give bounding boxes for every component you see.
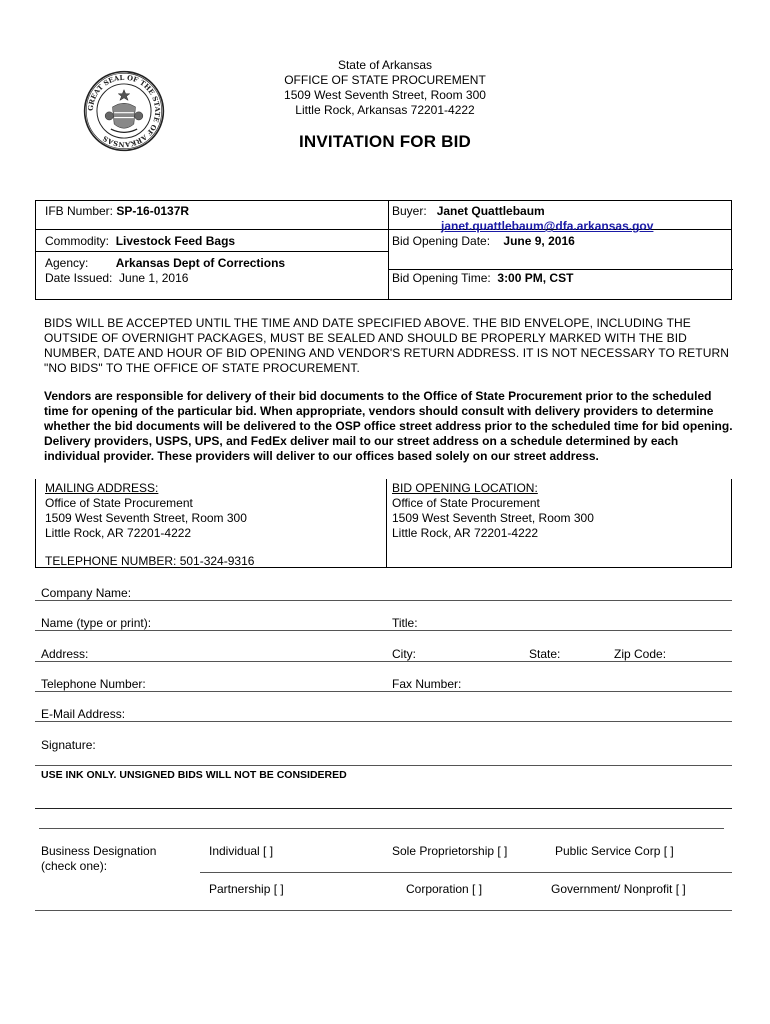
location-line3: Little Rock, AR 72201-4222 [392, 526, 539, 540]
individual-checkbox[interactable]: Individual [ ] [209, 844, 274, 858]
agency: Agency: Arkansas Dept of Corrections [45, 256, 286, 270]
address-table [35, 479, 732, 568]
mailing-address [45, 481, 247, 541]
header-city: Little Rock, Arkansas 72201-4222 [295, 103, 475, 117]
partnership-checkbox[interactable]: Partnership [ ] [209, 882, 284, 896]
bid-acceptance-notice: BIDS WILL BE ACCEPTED UNTIL THE TIME AND DATE SPECIFIED ABOVE. THE BID ENVELOPE, INCLUDING THE OUTSIDE OF OVERNIGHT PACKAGES, MUST BE SEALED AND SHOULD BE PROPERLY MARKED WITH THE BID NUMBER, DATE AND HOUR OF BID OPENING AND VENDOR'S RETURN ADDRESS. IT IS NOT NECESSARY TO RETURN "NO BIDS" TO THE OFFICE OF STATE PROCUREMENT. [44, 316, 730, 375]
location-line2: 1509 West Seventh Street, Room 300 [392, 511, 594, 525]
government-nonprofit-checkbox[interactable]: Government/ Nonprofit [ ] [551, 882, 686, 896]
telephone-number: TELEPHONE NUMBER: 501-324-9316 [45, 554, 255, 568]
document-title: INVITATION FOR BID [298, 132, 471, 151]
bid-opening-time: Bid Opening Time: 3:00 PM, CST [392, 271, 574, 285]
address-label: Address: [41, 647, 89, 661]
bid-info-table [35, 200, 732, 300]
signature-label: Signature: [41, 738, 96, 752]
business-designation-label: Business Designation (check one): [41, 844, 157, 873]
name-label: Name (type or print): [41, 616, 152, 630]
seal-ring-text: GREAT SEAL OF THE STATE OF ARKANSAS [86, 73, 162, 149]
agency-header [200, 58, 570, 118]
address-field[interactable] [35, 661, 732, 662]
vendor-responsibility-notice: Vendors are responsible for delivery of their bid documents to the Office of State Procurement prior to the scheduled time for opening of the particular bid. When appropriate, vendors should consult with delivery providers to determine whether the bid documents will be delivered to the OSP office street address prior to the scheduled time for bid opening. Delivery providers, USPS, UPS, and FedEx deliver mail to our street address on a schedule determined by each individual provider. These providers will deliver to our offices based solely on our street address. [44, 389, 733, 463]
company-name-field[interactable] [35, 600, 732, 601]
title-label: Title: [392, 616, 418, 630]
commodity-value: Livestock Feed Bags [115, 234, 236, 248]
telephone-label: Telephone Number: [41, 677, 146, 691]
fax-label: Fax Number: [392, 677, 462, 691]
email-label: E-Mail Address: [41, 707, 126, 721]
city-label: City: [392, 647, 416, 661]
ink-only-note: USE INK ONLY. UNSIGNED BIDS WILL NOT BE CONSIDERED [41, 769, 347, 781]
bid-opening-location-heading: BID OPENING LOCATION: [392, 481, 538, 495]
state-label: State: [529, 647, 561, 661]
buyer: Buyer: Janet Quattlebaum [392, 204, 545, 218]
sole-proprietorship-checkbox[interactable]: Sole Proprietorship [ ] [392, 844, 508, 858]
ifb-number: IFB Number: SP-16-0137R [45, 204, 190, 218]
date-issued: Date Issued: June 1, 2016 [45, 271, 189, 285]
public-service-corp-checkbox[interactable]: Public Service Corp [ ] [555, 844, 674, 858]
buyer-email-link[interactable]: janet.quattlebaum@dfa.arkansas.gov [441, 219, 654, 233]
mailing-line3: Little Rock, AR 72201-4222 [45, 526, 192, 540]
mailing-line2: 1509 West Seventh Street, Room 300 [45, 511, 247, 525]
date-issued-value: June 1, 2016 [119, 271, 189, 285]
signature-field[interactable] [35, 765, 732, 766]
email-field[interactable] [35, 721, 732, 722]
arkansas-seal-icon [83, 70, 165, 152]
bid-opening-location [392, 481, 594, 541]
company-name-label: Company Name: [41, 586, 132, 600]
commodity: Commodity: Livestock Feed Bags [45, 234, 236, 248]
mailing-address-heading: MAILING ADDRESS: [45, 481, 159, 495]
telephone-fax-field[interactable] [35, 691, 732, 692]
location-line1: Office of State Procurement [392, 496, 540, 510]
header-state: State of Arkansas [337, 58, 433, 72]
ifb-number-value: SP-16-0137R [116, 204, 190, 218]
buyer-name: Janet Quattlebaum [436, 204, 545, 218]
name-title-field[interactable] [35, 630, 732, 631]
mailing-line1: Office of State Procurement [45, 496, 193, 510]
bid-opening-time-value: 3:00 PM, CST [497, 271, 574, 285]
header-street: 1509 West Seventh Street, Room 300 [284, 88, 486, 102]
agency-value: Arkansas Dept of Corrections [115, 256, 286, 270]
zip-label: Zip Code: [614, 647, 667, 661]
bid-opening-date: Bid Opening Date: June 9, 2016 [392, 234, 575, 248]
header-office: OFFICE OF STATE PROCUREMENT [284, 73, 486, 87]
bid-opening-date-value: June 9, 2016 [503, 234, 575, 248]
corporation-checkbox[interactable]: Corporation [ ] [406, 882, 483, 896]
